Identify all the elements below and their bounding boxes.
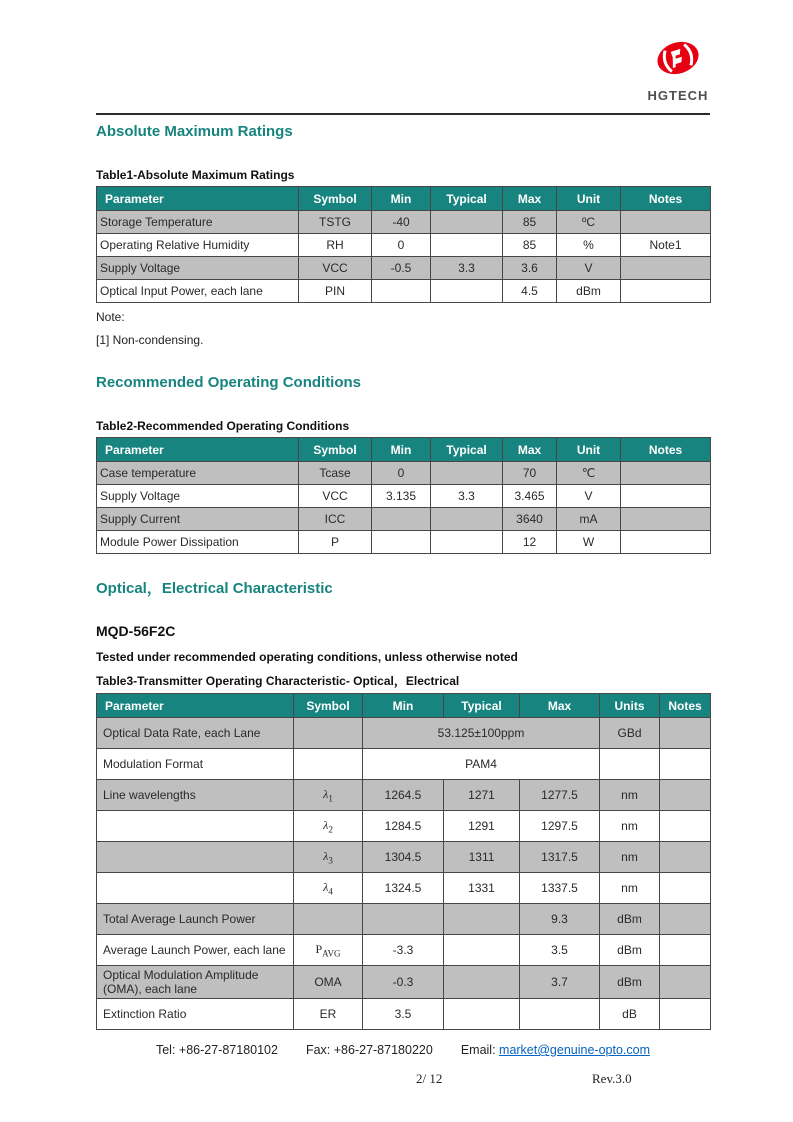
value-cell: VCC: [299, 485, 372, 508]
value-cell: Note1: [621, 234, 711, 257]
table-row: [97, 842, 711, 873]
column-header: Typical: [431, 187, 503, 211]
value-cell: [444, 966, 520, 999]
parameter-cell: Supply Current: [97, 508, 299, 531]
footer-email-link[interactable]: market@genuine-opto.com: [499, 1043, 650, 1057]
hgtech-logo-icon: [655, 40, 701, 82]
table-row: [97, 211, 711, 234]
value-cell: [621, 462, 711, 485]
value-cell: 4.5: [503, 280, 557, 303]
table3-transmitter-operating-characteristic: [96, 693, 711, 1030]
value-cell: [660, 999, 711, 1030]
value-cell: [600, 749, 660, 780]
value-cell: V: [557, 257, 621, 280]
value-cell: [294, 780, 363, 811]
value-cell: nm: [600, 842, 660, 873]
table-row: [97, 935, 711, 966]
table-row: [97, 873, 711, 904]
value-cell: [444, 999, 520, 1030]
parameter-cell: Average Launch Power, each lane: [97, 935, 294, 966]
value-cell: 1284.5: [363, 811, 444, 842]
value-cell: 53.125±100ppm: [363, 718, 600, 749]
value-cell: 1297.5: [520, 811, 600, 842]
value-cell: 1277.5: [520, 780, 600, 811]
value-cell: 1311: [444, 842, 520, 873]
value-cell: [294, 873, 363, 904]
parameter-cell: Optical Input Power, each lane: [97, 280, 299, 303]
note-label: Note:: [96, 310, 125, 324]
value-cell: %: [557, 234, 621, 257]
table-row: [97, 966, 711, 999]
value-cell: 3.7: [520, 966, 600, 999]
document-page: [96, 0, 710, 1030]
column-header: Unit: [557, 187, 621, 211]
column-header: Symbol: [299, 438, 372, 462]
value-cell: nm: [600, 811, 660, 842]
value-cell: dBm: [600, 966, 660, 999]
value-cell: 1331: [444, 873, 520, 904]
column-header: Parameter: [97, 438, 299, 462]
value-cell: OMA: [294, 966, 363, 999]
value-cell: ºC: [557, 211, 621, 234]
parameter-cell: Module Power Dissipation: [97, 531, 299, 554]
table-row: [97, 485, 711, 508]
value-cell: dBm: [600, 935, 660, 966]
column-header: Max: [520, 694, 600, 718]
value-cell: PIN: [299, 280, 372, 303]
value-cell: [431, 531, 503, 554]
symbol-text: $\lambda_1$: [323, 786, 333, 804]
value-cell: [431, 508, 503, 531]
value-cell: [621, 531, 711, 554]
value-cell: RH: [299, 234, 372, 257]
value-cell: [660, 966, 711, 999]
value-cell: [621, 257, 711, 280]
table-row: [97, 999, 711, 1030]
column-header: Min: [372, 438, 431, 462]
value-cell: -3.3: [363, 935, 444, 966]
table-row: [97, 280, 711, 303]
column-header: Parameter: [97, 187, 299, 211]
table-row: [97, 462, 711, 485]
value-cell: 0: [372, 462, 431, 485]
value-cell: [660, 811, 711, 842]
value-cell: 3.5: [520, 935, 600, 966]
value-cell: [372, 531, 431, 554]
parameter-cell: Line wavelengths: [97, 780, 294, 811]
value-cell: 12: [503, 531, 557, 554]
value-cell: [431, 280, 503, 303]
model-number: MQD-56F2C: [96, 623, 176, 639]
value-cell: V: [557, 485, 621, 508]
note-item: [1] Non-condensing.: [96, 333, 204, 347]
value-cell: [431, 211, 503, 234]
value-cell: [660, 718, 711, 749]
hgtech-logo: [646, 40, 710, 103]
value-cell: 3.3: [431, 485, 503, 508]
value-cell: ℃: [557, 462, 621, 485]
value-cell: 3640: [503, 508, 557, 531]
table1-absolute-maximum-ratings: [96, 186, 711, 303]
table-row: [97, 749, 711, 780]
value-cell: 3.135: [372, 485, 431, 508]
value-cell: [294, 935, 363, 966]
value-cell: P: [299, 531, 372, 554]
value-cell: [294, 718, 363, 749]
table1-caption: Table1-Absolute Maximum Ratings: [96, 168, 295, 182]
value-cell: [660, 873, 711, 904]
value-cell: 85: [503, 211, 557, 234]
value-cell: TSTG: [299, 211, 372, 234]
parameter-cell: Optical Modulation Amplitude (OMA), each lane: [97, 966, 294, 999]
value-cell: 3.465: [503, 485, 557, 508]
column-header: Unit: [557, 438, 621, 462]
value-cell: 1271: [444, 780, 520, 811]
value-cell: [431, 462, 503, 485]
parameter-cell: Case temperature: [97, 462, 299, 485]
footer-fax: Fax: +86-27-87180220: [305, 1043, 433, 1057]
value-cell: [431, 234, 503, 257]
table2-recommended-operating-conditions: [96, 437, 711, 554]
value-cell: [660, 780, 711, 811]
header-rule: [96, 113, 710, 115]
table-row: [97, 531, 711, 554]
value-cell: nm: [600, 780, 660, 811]
parameter-cell: [97, 811, 294, 842]
parameter-cell: Supply Voltage: [97, 257, 299, 280]
section-title-absolute-maximum-ratings: Absolute Maximum Ratings: [96, 123, 293, 140]
column-header: Min: [363, 694, 444, 718]
table3-caption: Table3-Transmitter Operating Characteristic- Optical，Electrical: [96, 674, 460, 688]
parameter-cell: Modulation Format: [97, 749, 294, 780]
table2-caption: Table2-Recommended Operating Conditions: [96, 419, 350, 433]
footer-tel: Tel: +86-27-87180102: [155, 1043, 278, 1057]
value-cell: [621, 485, 711, 508]
footer-email-label: Email:: [460, 1043, 496, 1057]
table-row: [97, 508, 711, 531]
value-cell: 1317.5: [520, 842, 600, 873]
value-cell: VCC: [299, 257, 372, 280]
value-cell: 1337.5: [520, 873, 600, 904]
value-cell: 1324.5: [363, 873, 444, 904]
value-cell: 85: [503, 234, 557, 257]
test-conditions-note: Tested under recommended operating conditions, unless otherwise noted: [96, 650, 518, 664]
table-header-row: [97, 694, 711, 718]
value-cell: [294, 811, 363, 842]
parameter-cell: Storage Temperature: [97, 211, 299, 234]
value-cell: [363, 904, 444, 935]
value-cell: [444, 935, 520, 966]
value-cell: nm: [600, 873, 660, 904]
column-header: Notes: [660, 694, 711, 718]
symbol-text: $\lambda_2$: [323, 817, 333, 835]
value-cell: 1291: [444, 811, 520, 842]
parameter-cell: Supply Voltage: [97, 485, 299, 508]
table-row: [97, 718, 711, 749]
value-cell: GBd: [600, 718, 660, 749]
value-cell: [372, 508, 431, 531]
value-cell: 3.3: [431, 257, 503, 280]
column-header: Max: [503, 438, 557, 462]
symbol-text: $\lambda_4$: [323, 879, 333, 897]
value-cell: [444, 904, 520, 935]
table-header-row: [97, 187, 711, 211]
value-cell: 9.3: [520, 904, 600, 935]
value-cell: ICC: [299, 508, 372, 531]
hgtech-logo-text: HGTECH: [647, 88, 709, 103]
value-cell: 0: [372, 234, 431, 257]
value-cell: dBm: [557, 280, 621, 303]
value-cell: [660, 842, 711, 873]
value-cell: -40: [372, 211, 431, 234]
table-row: [97, 234, 711, 257]
value-cell: 3.5: [363, 999, 444, 1030]
table-row: [97, 811, 711, 842]
value-cell: 1304.5: [363, 842, 444, 873]
column-header: Typical: [444, 694, 520, 718]
section-title-optical-electrical-characteristic: Optical，Electrical Characteristic: [96, 580, 333, 597]
value-cell: [372, 280, 431, 303]
value-cell: [621, 280, 711, 303]
value-cell: [660, 935, 711, 966]
column-header: Max: [503, 187, 557, 211]
parameter-cell: [97, 842, 294, 873]
value-cell: 3.6: [503, 257, 557, 280]
value-cell: [294, 749, 363, 780]
value-cell: ER: [294, 999, 363, 1030]
parameter-cell: Extinction Ratio: [97, 999, 294, 1030]
symbol-text: $P_{AVG}$: [315, 941, 341, 959]
value-cell: [660, 904, 711, 935]
value-cell: 1264.5: [363, 780, 444, 811]
table-row: [97, 904, 711, 935]
parameter-cell: Operating Relative Humidity: [97, 234, 299, 257]
column-header: Notes: [621, 438, 711, 462]
revision-label: Rev.3.0: [592, 1071, 632, 1086]
page-number: 2/ 12: [416, 1071, 443, 1086]
value-cell: 70: [503, 462, 557, 485]
parameter-cell: [97, 873, 294, 904]
value-cell: W: [557, 531, 621, 554]
column-header: Parameter: [97, 694, 294, 718]
value-cell: Tcase: [299, 462, 372, 485]
column-header: Symbol: [294, 694, 363, 718]
table-header-row: [97, 438, 711, 462]
column-header: Min: [372, 187, 431, 211]
column-header: Symbol: [299, 187, 372, 211]
section-title-recommended-operating-conditions: Recommended Operating Conditions: [96, 374, 362, 391]
table-row: [97, 780, 711, 811]
value-cell: dB: [600, 999, 660, 1030]
value-cell: [621, 211, 711, 234]
column-header: Notes: [621, 187, 711, 211]
value-cell: dBm: [600, 904, 660, 935]
footer-contact-line: [96, 1043, 710, 1057]
value-cell: [621, 508, 711, 531]
column-header: Units: [600, 694, 660, 718]
value-cell: PAM4: [363, 749, 600, 780]
value-cell: [294, 904, 363, 935]
value-cell: [294, 842, 363, 873]
value-cell: [660, 749, 711, 780]
value-cell: -0.3: [363, 966, 444, 999]
table-row: [97, 257, 711, 280]
column-header: Typical: [431, 438, 503, 462]
symbol-text: $\lambda_3$: [323, 848, 333, 866]
value-cell: mA: [557, 508, 621, 531]
parameter-cell: Optical Data Rate, each Lane: [97, 718, 294, 749]
parameter-cell: Total Average Launch Power: [97, 904, 294, 935]
value-cell: [520, 999, 600, 1030]
value-cell: -0.5: [372, 257, 431, 280]
